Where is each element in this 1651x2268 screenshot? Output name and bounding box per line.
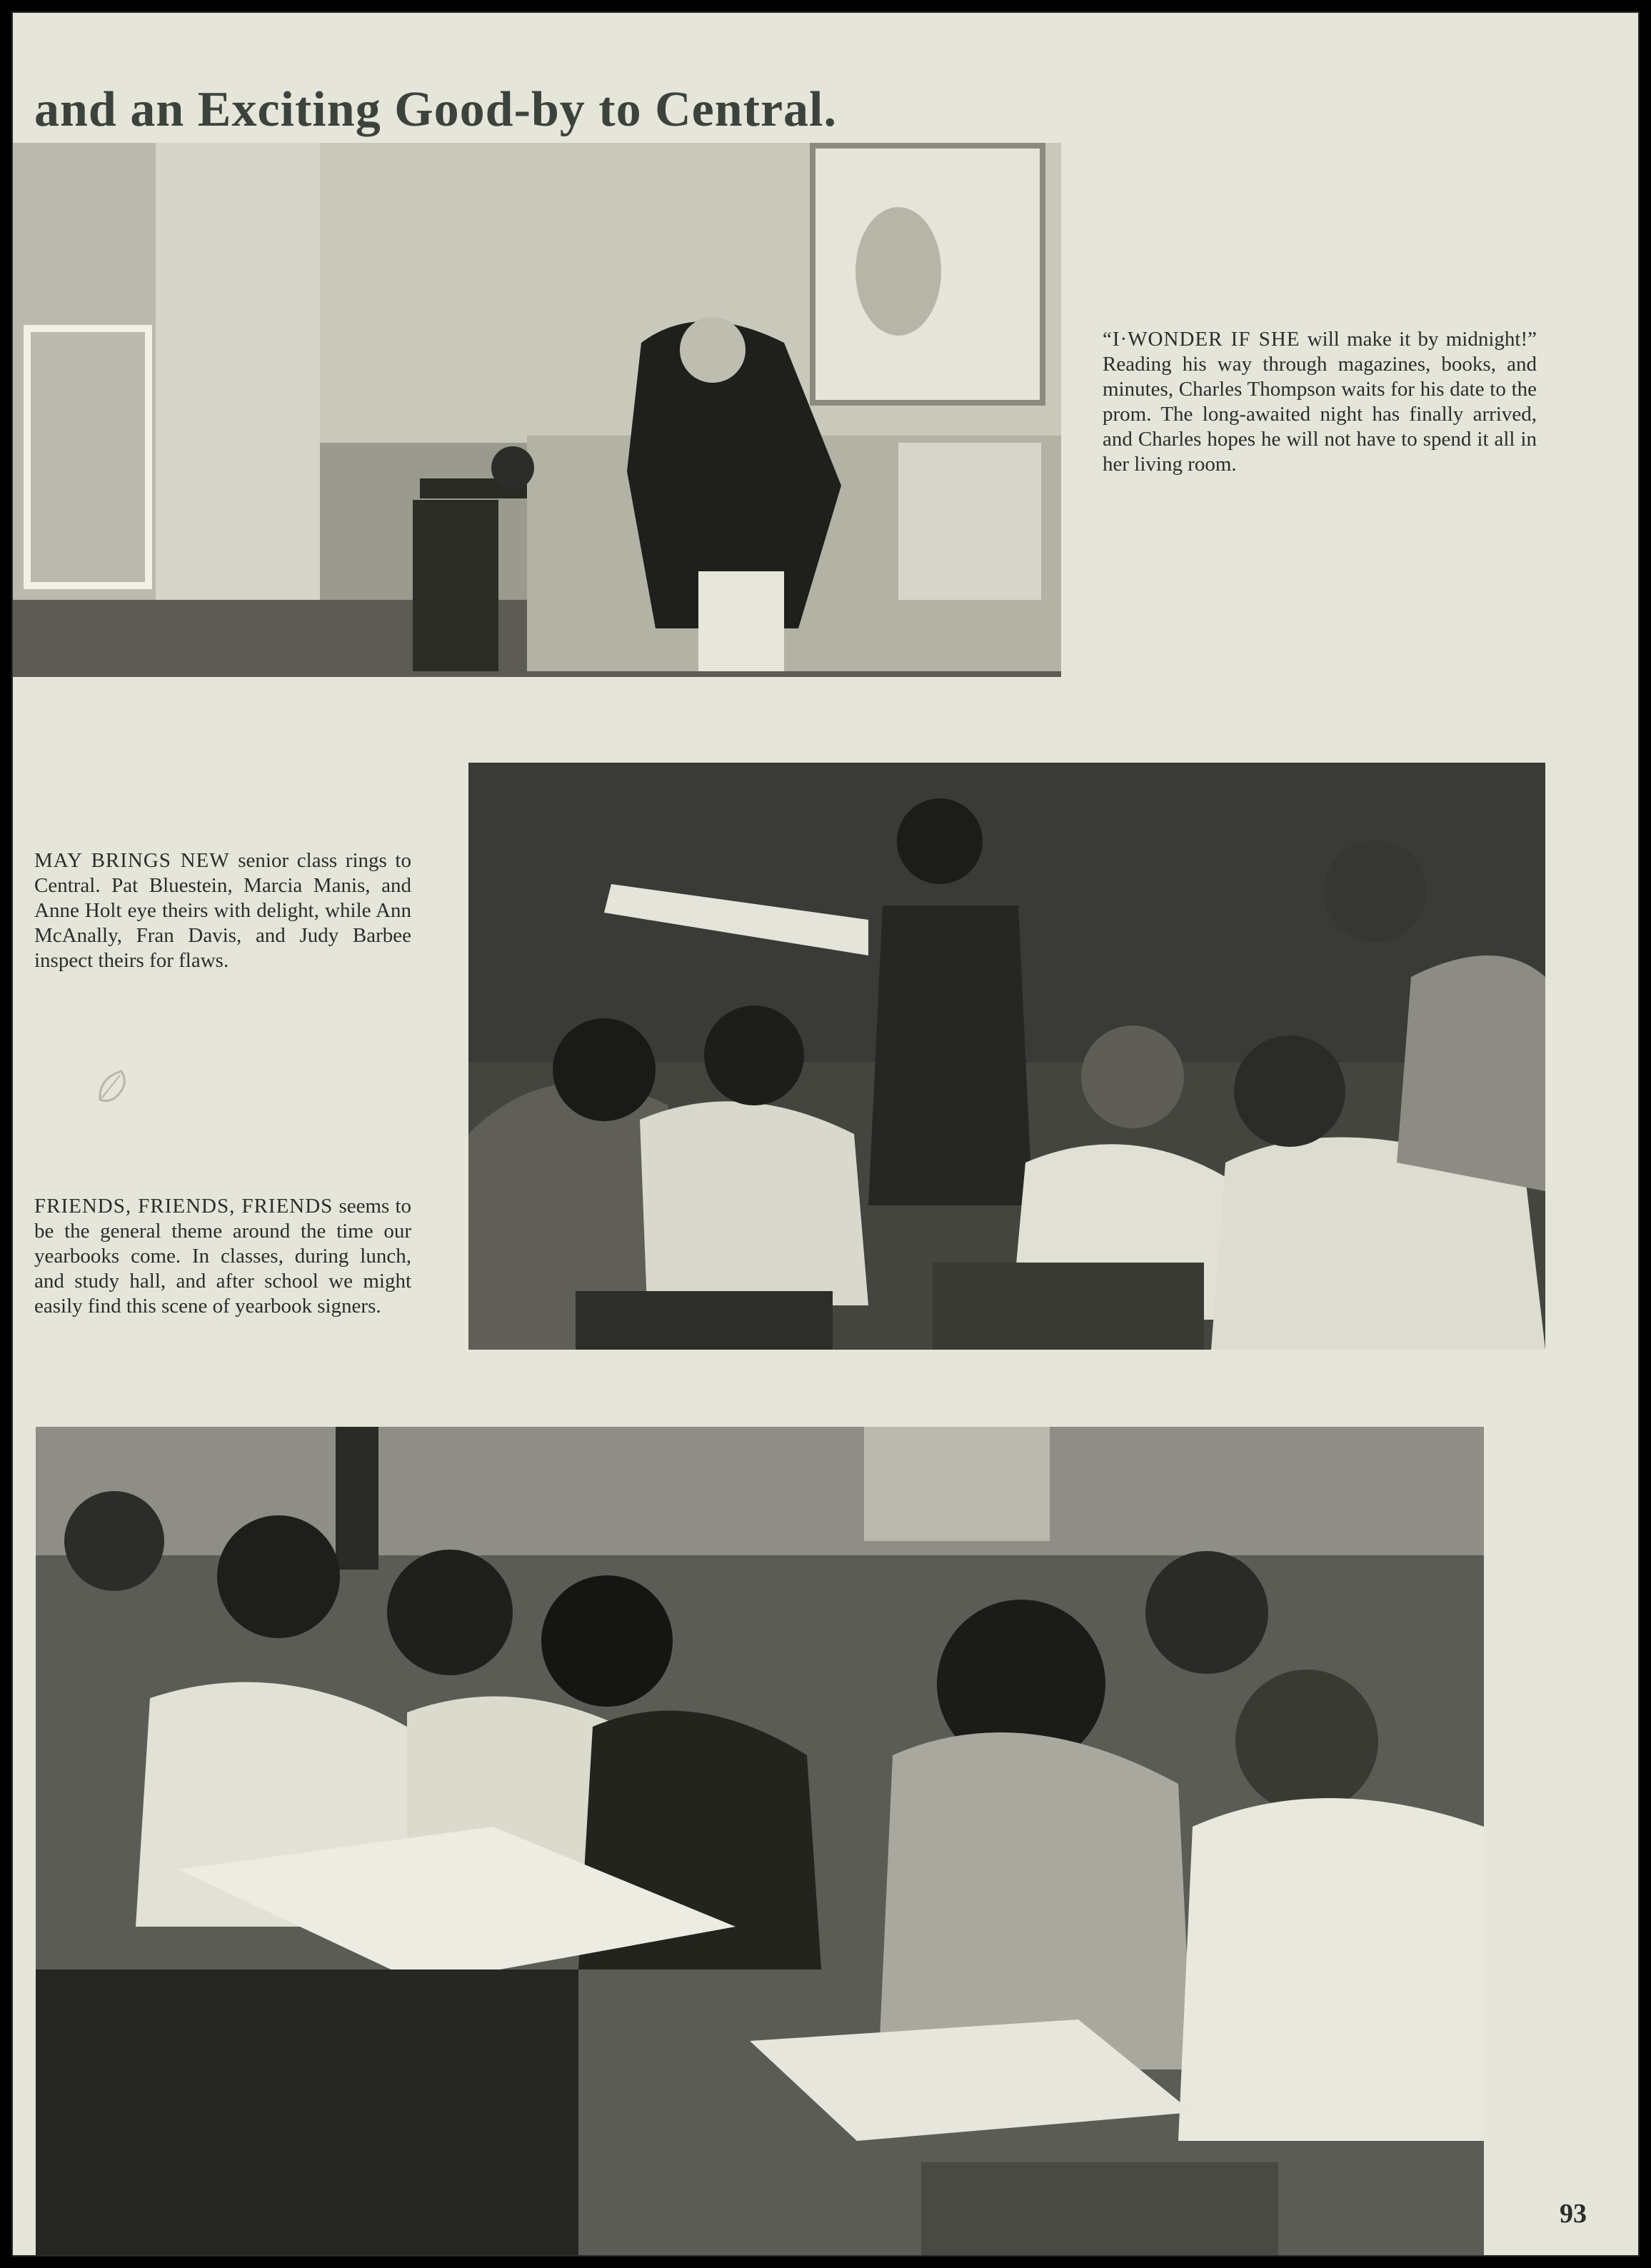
caption-prom-text: will make it by midnight!” Reading his way through magazines, books, and minutes, Charles Thompson waits for his date to the prom. The long-awaited night has finally arrived, and Charles hopes he will not have to spend it all in her living room.	[1103, 328, 1537, 476]
caption-prom	[1103, 327, 1537, 477]
caption-friends-text: seems to be the general theme around the time our yearbooks come. In classes, during lunch, and study hall, and after school we might easily find this scene of yearbook signers.	[34, 1195, 411, 1318]
photo-living-room-image	[13, 143, 1061, 677]
caption-rings-lead: MAY BRINGS NEW	[34, 849, 230, 872]
photo-class-rings-image	[468, 763, 1545, 1350]
caption-prom-lead: “I·WONDER IF SHE	[1103, 328, 1300, 351]
photo-class-rings	[468, 763, 1545, 1350]
leaf-icon	[93, 1064, 136, 1107]
caption-rings-text: senior class rings to Central. Pat Bluestein, Marcia Manis, and Anne Holt eye theirs with delight, while Ann McAnally, Fran Davis, and Judy Barbee inspect theirs for flaws.	[34, 849, 411, 972]
photo-living-room	[13, 143, 1061, 677]
caption-rings	[34, 848, 411, 973]
page-headline: and an Exciting Good-by to Central.	[34, 82, 837, 137]
photo-yearbook-signers-image	[36, 1427, 1484, 2257]
yearbook-page	[11, 11, 1640, 2257]
caption-friends	[34, 1194, 411, 1319]
photo-yearbook-signers	[36, 1427, 1484, 2257]
caption-friends-lead: FRIENDS, FRIENDS, FRIENDS	[34, 1195, 333, 1218]
page-number: 93	[1560, 2199, 1587, 2229]
